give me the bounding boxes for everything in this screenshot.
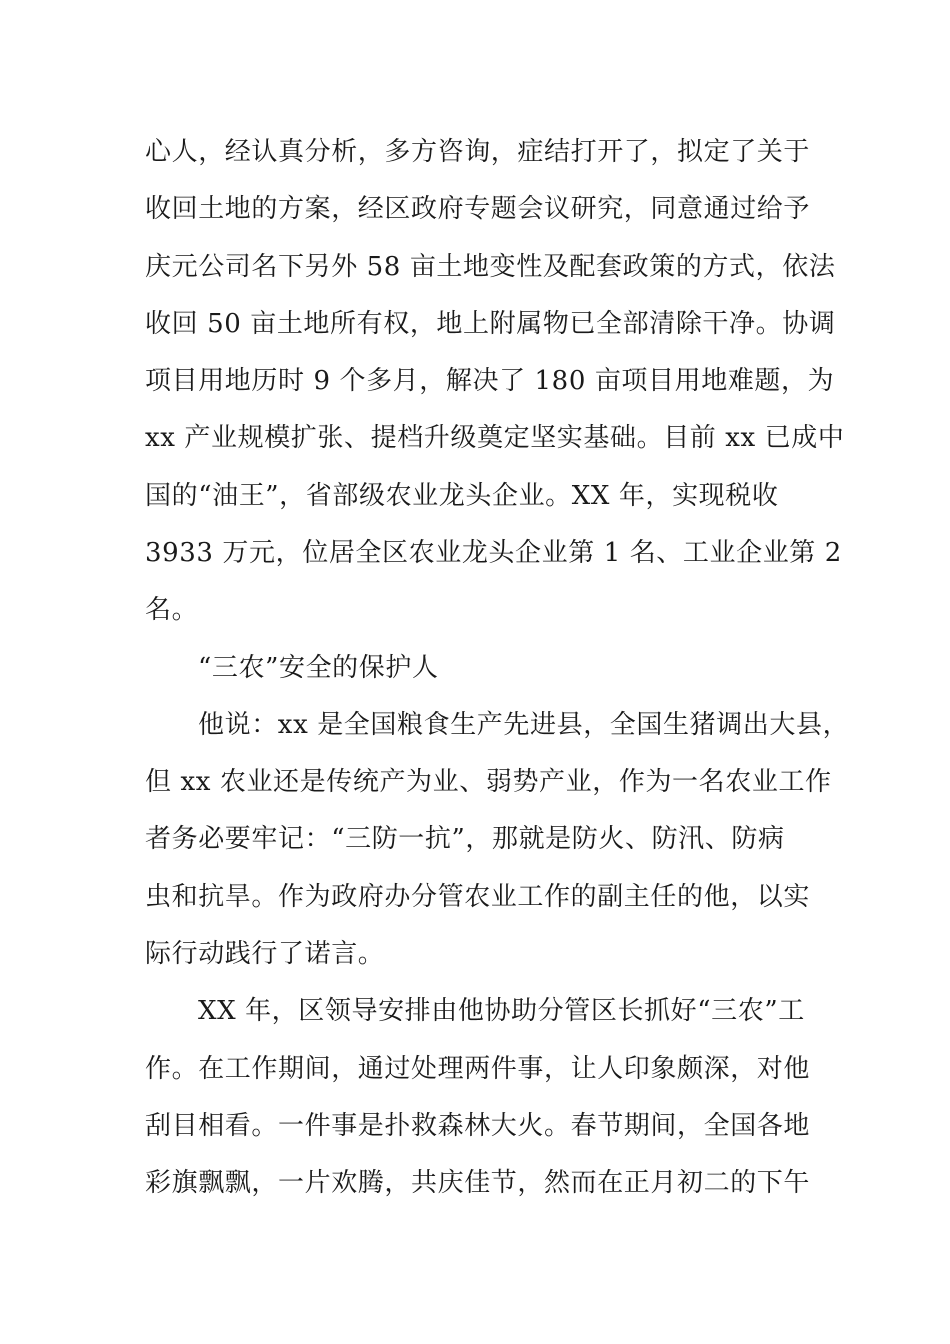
paragraph-3-line-2: 作。在工作期间，通过处理两件事，让人印象颇深，对他 (145, 1054, 811, 1084)
paragraph-1-line-2: 收回土地的方案，经区政府专题会议研究，同意通过给予 (145, 194, 811, 224)
paragraph-1-line-7: 国的“油王”，省部级农业龙头企业。XX 年，实现税收 (145, 481, 779, 511)
paragraph-3-line-1: XX 年，区领导安排由他协助分管区长抓好“三农”工 (198, 996, 805, 1026)
paragraph-2-line-3: 者务必要牢记：“三防一抗”，那就是防火、防汛、防病 (145, 824, 785, 854)
paragraph-1-line-8: 3933 万元，位居全区农业龙头企业第 1 名、工业企业第 2 (145, 538, 842, 568)
paragraph-2-line-2: 但 xx 农业还是传统产为业、弱势产业，作为一名农业工作 (145, 767, 832, 797)
paragraph-1-line-9: 名。 (145, 595, 199, 625)
paragraph-1-line-3: 庆元公司名下另外 58 亩土地变性及配套政策的方式，依法 (145, 252, 836, 282)
paragraph-2-line-4: 虫和抗旱。作为政府办分管农业工作的副主任的他，以实 (145, 882, 811, 912)
paragraph-1-line-1: 心人，经认真分析，多方咨询，症结打开了，拟定了关于 (145, 137, 811, 167)
paragraph-3-line-4: 彩旗飘飘，一片欢腾，共庆佳节，然而在正月初二的下午 (145, 1168, 811, 1198)
paragraph-3-line-3: 刮目相看。一件事是扑救森林大火。春节期间，全国各地 (145, 1111, 811, 1141)
section-heading: “三农”安全的保护人 (198, 653, 439, 683)
paragraph-2-line-1: 他说：xx 是全国粮食生产先进县，全国生猪调出大县， (198, 710, 850, 740)
paragraph-1-line-4: 收回 50 亩土地所有权，地上附属物已全部清除干净。协调 (145, 309, 836, 339)
paragraph-2-line-5: 际行动践行了诺言。 (145, 939, 385, 969)
paragraph-1-line-5: 项目用地历时 9 个多月，解决了 180 亩项目用地难题，为 (145, 366, 835, 396)
paragraph-1-line-6: xx 产业规模扩张、提档升级奠定坚实基础。目前 xx 已成中 (145, 423, 845, 453)
